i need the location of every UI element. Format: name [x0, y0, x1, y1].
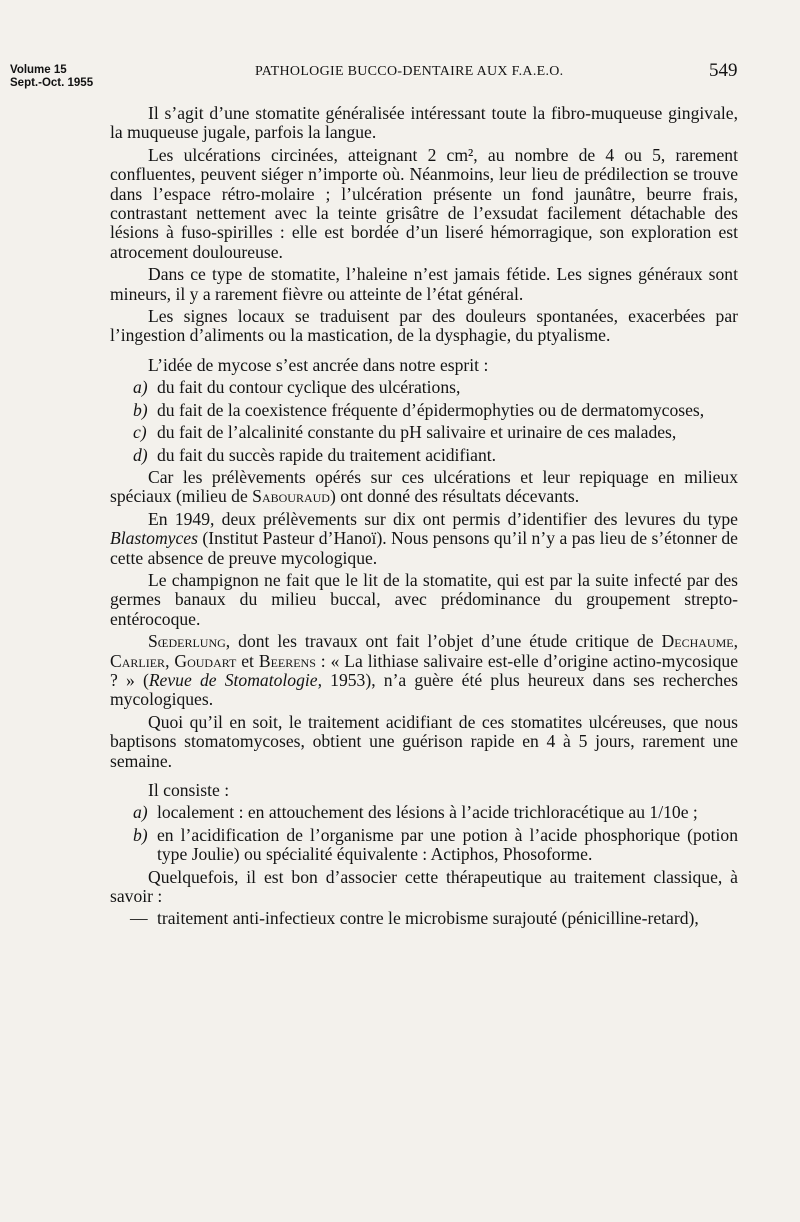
- list-text: du fait du succès rapide du traitement acidifiant.: [157, 444, 497, 465]
- paragraph-1: Il s’agit d’une stomatite généralisée intéressant toute la fibro-muqueuse gingivale, la muqueuse jugale, parfois la langue.: [110, 103, 738, 143]
- list-text: du fait du contour cyclique des ulcérations,: [157, 377, 461, 398]
- author-name: Dechaume: [661, 631, 734, 652]
- genus-name: Blastomyces: [110, 528, 198, 549]
- running-title: PATHOLOGIE BUCCO-DENTAIRE AUX F.A.E.O.: [255, 64, 564, 79]
- volume-label: Volume 15: [10, 64, 67, 76]
- treatment-item-a: [110, 803, 738, 822]
- list-item-a: [110, 378, 738, 397]
- paragraph-3: Dans ce type de stomatite, l’haleine n’est jamais fétide. Les signes généraux sont mineurs, il y a rarement fièvre ou atteinte de l’état général.: [110, 264, 738, 304]
- list-item-c: [110, 423, 738, 442]
- paragraph-8: Le champignon ne fait que le lit de la stomatite, qui est par la suite infecté par des germes banaux du milieu buccal, avec prédominance du groupement strepto-entérocoque.: [110, 569, 738, 629]
- list-text: localement : en attouchement des lésions à l’acide trichloracétique au 1/10e ;: [157, 802, 698, 823]
- paragraph-11: Il consiste :: [148, 780, 230, 800]
- list-label: a): [133, 377, 148, 398]
- list-label: d): [133, 444, 148, 465]
- paragraph-12: Quelquefois, il est bon d’associer cette thérapeutique au traitement classique, à savoir :: [110, 866, 738, 907]
- author-name: Sœderlung: [148, 631, 226, 652]
- list-label: b): [133, 399, 148, 420]
- paragraph-9: Sœderlung, dont les travaux ont fait l’objet d’une étude critique de Dechaume, Carlier, Goudart et Beerens : « La lithiase salivaire est-elle d’origine actino-mycosique ? » (Revue de Stomatologie, 1953), n’a guère été plus heureux dans ses recherches mycologiques.: [110, 631, 738, 710]
- paragraph-10: Quoi qu’il en soit, le traitement acidifiant de ces stomatites ulcéreuses, que nous baptisons stomatomycoses, obtient une guérison rapide en 4 à 5 jours, rarement une semaine.: [110, 711, 738, 771]
- list-item-d: [110, 446, 738, 465]
- list-label: c): [133, 422, 147, 443]
- author-name: Sabouraud: [252, 486, 330, 507]
- list-item-b: [110, 401, 738, 420]
- body-text: [110, 104, 738, 929]
- author-name: Goudart: [174, 650, 237, 671]
- paragraph-4: Les signes locaux se traduisent par des douleurs spontanées, exacerbées par l’ingestion d’aliments ou la mastication, de la dysphagie, du ptyalisme.: [110, 306, 738, 346]
- list-text: en l’acidification de l’organisme par une potion à l’acide phosphorique (potion type Joulie) ou spécialité équivalente : Actiphos, Phosoforme.: [157, 824, 738, 865]
- list-label: a): [133, 802, 148, 823]
- author-name: Beerens: [258, 650, 316, 671]
- dash-label: —: [130, 908, 148, 929]
- dash-text: traitement anti-infectieux contre le microbisme surajouté (pénicilline-retard),: [157, 908, 699, 929]
- journal-title: Revue de Stomatologie,: [148, 669, 322, 690]
- list-text: du fait de l’alcalinité constante du pH salivaire et urinaire de ces malades,: [157, 422, 677, 443]
- paragraph-6: Car les prélèvements opérés sur ces ulcérations et leur repiquage en milieux spéciaux (milieu de Sabouraud) ont donné des résultats décevants.: [110, 466, 738, 507]
- paragraph-2: Les ulcérations circinées, atteignant 2 cm², au nombre de 4 ou 5, rarement confluentes, peuvent siéger n’importe où. Néanmoins, leur lieu de prédilection se trouve dans l’espace rétro-molaire ; l’ulcération présente un fond jaunâtre, beurre frais, contrastant nettement avec la teinte grisâtre de l’exsudat facilement détachable des lésions à fuso-spirilles : elle est bordée d’un liseré hémorragique, son exploration est atrocement douloureuse.: [110, 144, 738, 262]
- paragraph-7: En 1949, deux prélèvements sur dix ont permis d’identifier des levures du type Blastomyces (Institut Pasteur d’Hanoï). Nous pensons qu’il n’y a pas lieu de s’étonner de cette absence de preuve mycologique.: [110, 508, 738, 568]
- treatment-item-b: [110, 826, 738, 865]
- paragraph-5: L’idée de mycose s’est ancrée dans notre esprit :: [148, 354, 489, 375]
- list-text: du fait de la coexistence fréquente d’épidermophyties ou de dermatomycoses,: [157, 399, 705, 420]
- list-label: b): [133, 824, 148, 845]
- author-name: Carlier: [110, 650, 166, 671]
- page-number: 549: [709, 60, 738, 81]
- issue-date: Sept.-Oct. 1955: [10, 77, 94, 89]
- dash-item: [110, 909, 738, 928]
- volume-info: [10, 64, 93, 90]
